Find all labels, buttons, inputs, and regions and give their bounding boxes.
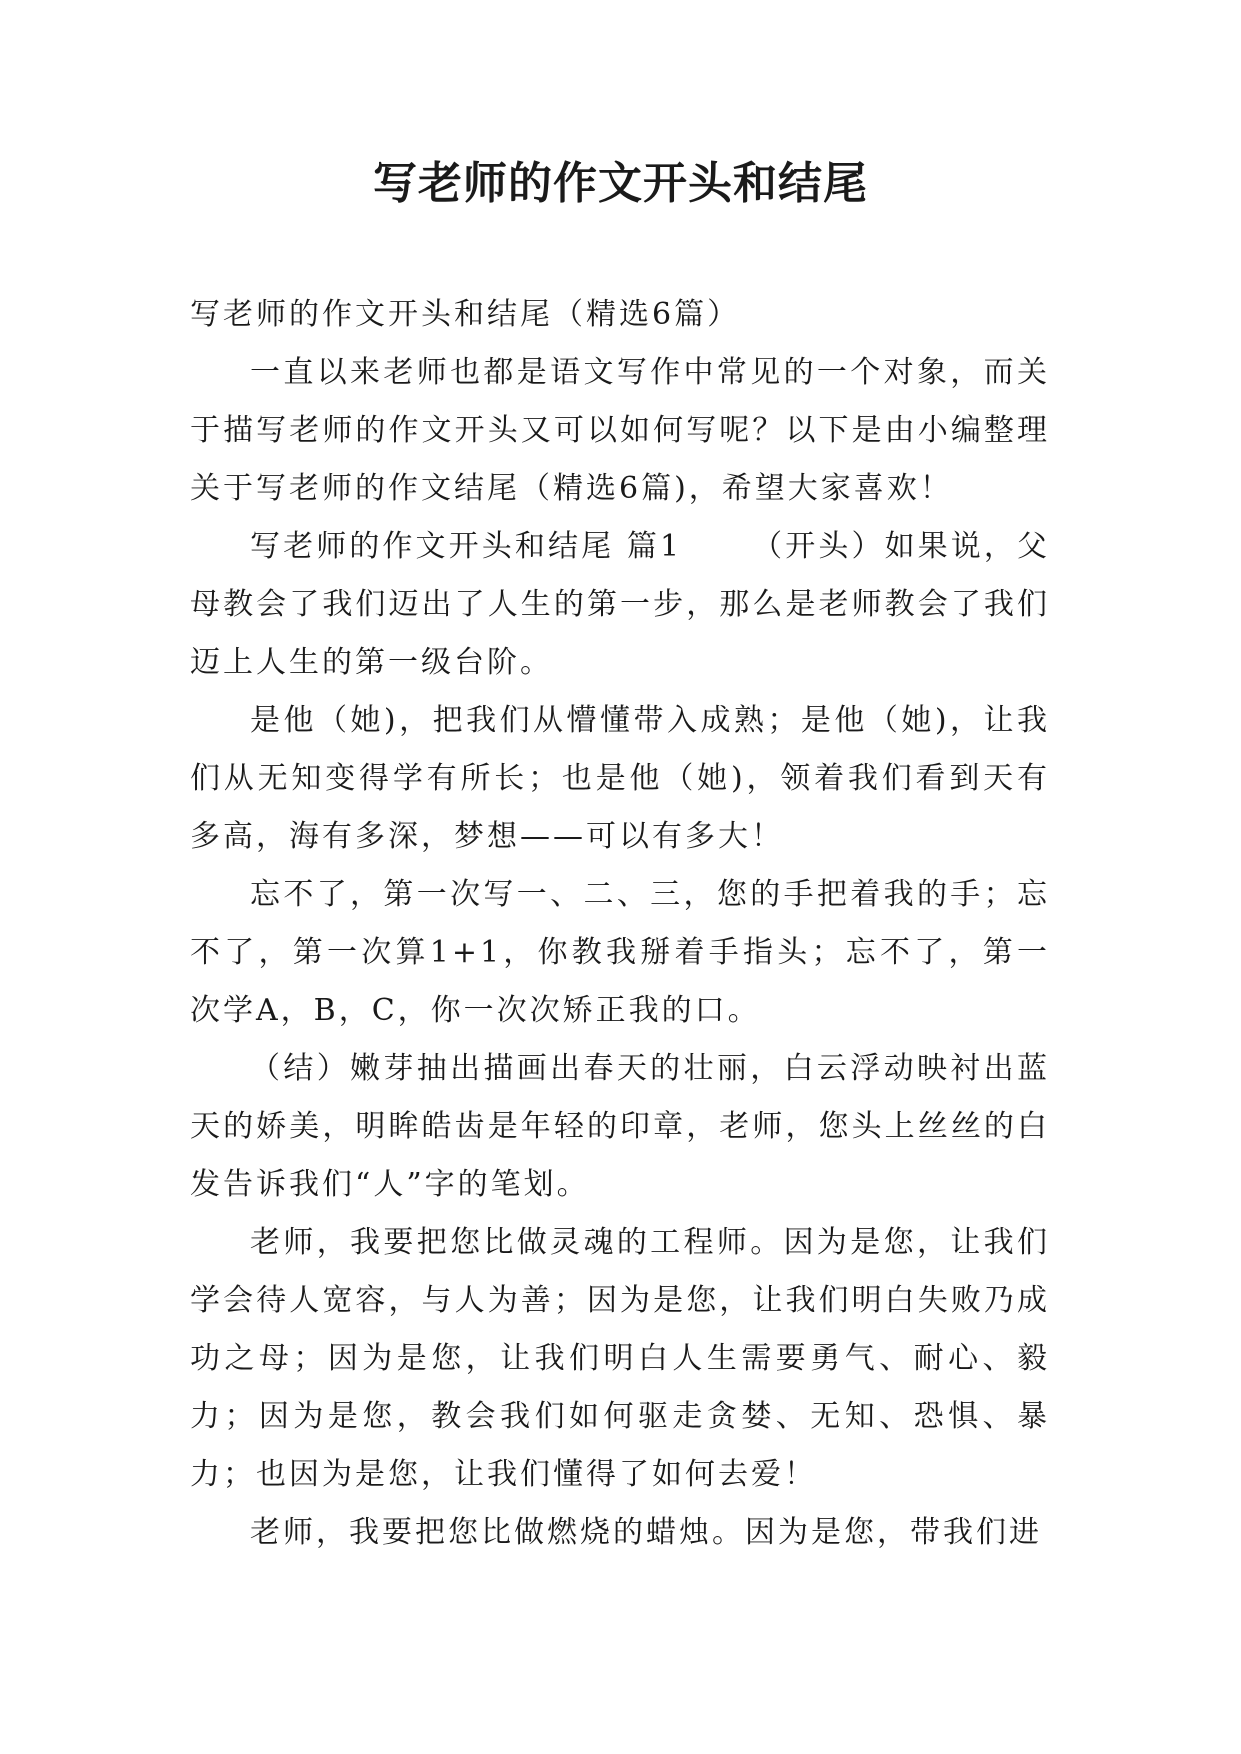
intro-paragraph: 一直以来老师也都是语文写作中常见的一个对象，而关于描写老师的作文开头又可以如何写呢？以下是由小编整理关于写老师的作文结尾（精选6篇)，希望大家喜欢！ [190,355,1050,506]
document-body [190,286,1050,1562]
paragraph: 老师，我要把您比做燃烧的蜡烛。因为是您，带我们进 [250,1515,1042,1550]
paragraph: 是他（她)，把我们从懵懂带入成熟；是他（她)，让我们从无知变得学有所长；也是他（她)，领着我们看到天有多高，海有多深，梦想——可以有多大！ [190,703,1050,854]
section-1-first-text: （开头）如果说，父母教会了我们迈出了人生的第一步，那么是老师教会了我们迈上人生的第一级台阶。 [190,529,1051,680]
paragraph: 忘不了，第一次写一、二、三，您的手把着我的手；忘不了，第一次算1+1，你教我掰着手指头；忘不了，第一次学A，B，C，你一次次矫正我的口。 [190,877,1050,1028]
paragraph: 老师，我要把您比做灵魂的工程师。因为是您，让我们学会待人宽容，与人为善；因为是您，让我们明白失败乃成功之母；因为是您，让我们明白人生需要勇气、耐心、毅力；因为是您，教会我们如何驱走贪婪、无知、恐惧、暴力；也因为是您，让我们懂得了如何去爱！ [190,1225,1050,1492]
section-1-opening [190,518,1050,692]
section-1-heading: 写老师的作文开头和结尾 篇1 [250,529,683,564]
subtitle-line: 写老师的作文开头和结尾（精选6篇） [190,297,741,332]
paragraph: （结）嫩芽抽出描画出春天的壮丽，白云浮动映衬出蓝天的娇美，明眸皓齿是年轻的印章，老师，您头上丝丝的白发告诉我们“人”字的笔划。 [190,1051,1050,1202]
page-title: 写老师的作文开头和结尾 [373,158,868,209]
